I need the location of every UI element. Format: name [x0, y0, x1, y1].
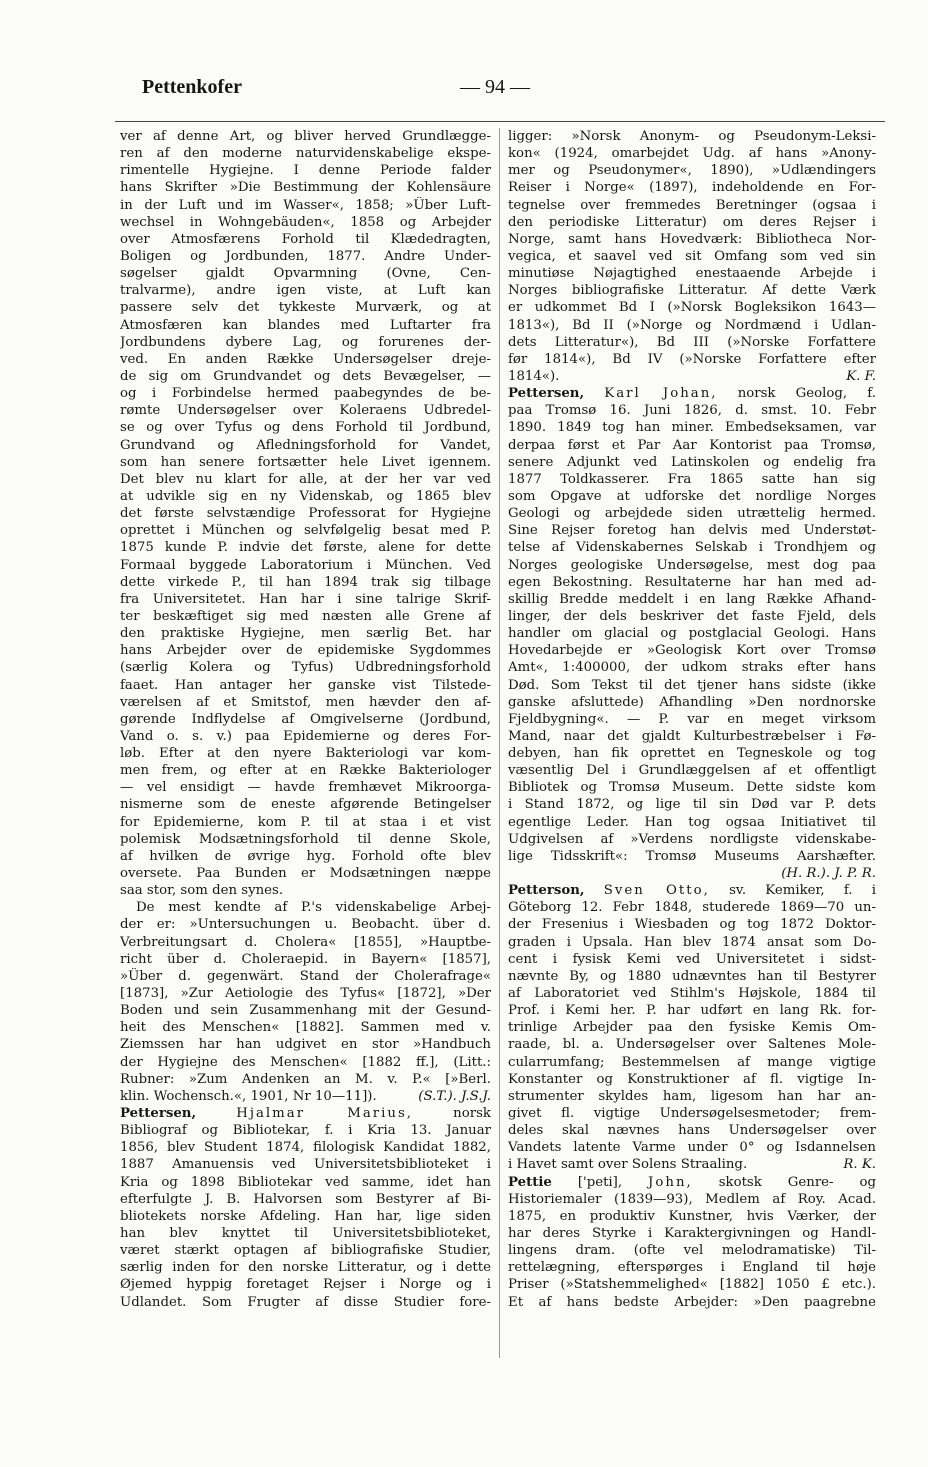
text-line: hans Skrifter »Die Bestimmung der Kohlensäure: [120, 180, 491, 196]
entry-headword: Petterson,: [508, 883, 585, 899]
text-line: Ziemssen har han udgivet en stor »Handbuch: [120, 1037, 491, 1053]
text-line: rimentelle Hygiejne. I denne Periode falder: [120, 163, 491, 179]
text-line: Prof. i Kemi her. P. har udført en lang Rk. for-: [508, 1003, 876, 1019]
text-line: Konstanter og Konstruktioner af fl. vigtige In-: [508, 1071, 876, 1087]
text-line: Rubner: »Zum Andenken an M. v. P.« [»Berl.: [120, 1071, 491, 1087]
left-column: [120, 128, 491, 1311]
text-line: Amt«, 1:400000, der udkom straks efter hans: [508, 660, 876, 676]
text-line: Udgivelsen af »Verdens nordligste videnskabe-: [508, 831, 876, 847]
text-line: Bibliotek og Tromsø Museum. Dette sidste kom: [508, 780, 876, 796]
text-line: egen Bekostning. Resultaterne har han med ad-: [508, 574, 876, 590]
text-line: 1814«). K. F.: [508, 368, 876, 384]
text-line: ver af denne Art, og bliver herved Grundlægge-: [120, 129, 491, 144]
text-line: Vandets latente Varme under 0° og Isdannelsen: [508, 1140, 876, 1156]
text-line: tralvarme), andre igen viste, at Luft kan: [120, 283, 491, 299]
text-line: for Epidemierne, kom P. til at staa i et vist: [120, 814, 491, 830]
text-line: Norges bibliografiske Litteratur. Af dette Værk: [508, 283, 876, 299]
text-line: »Über d. gegenwärt. Stand der Cholerafrage«: [120, 968, 491, 984]
text-line: bliotekets norske Afdeling. Han har, lige siden: [120, 1208, 491, 1224]
text-line: Priser (»Statshemmelighed« [1882] 1050 £ etc.).: [508, 1277, 876, 1293]
text-line: Død. Som Tekst til det tjener hans sidste (ikke: [508, 677, 876, 693]
text-line: søgelser gjaldt Opvarmning (Ovne, Cen-: [120, 266, 491, 282]
text-line: paa Tromsø 16. Juni 1826, d. smst. 10. Febr: [508, 403, 876, 419]
text-line: som han senere fortsætter hele Livet igennem.: [120, 454, 491, 470]
text-line: hans Arbejder over de epidemiske Sygdommes: [120, 643, 491, 659]
text-line: lingens dram. (ofte vel melodramatiske) Til-: [508, 1243, 876, 1259]
text-line: vegica, et saavel ved sit Omfang som ved sin: [508, 248, 876, 264]
entry-heading-line: Pettersen, Hjalmar Marius, norsk: [120, 1106, 491, 1122]
text-line: 1890. 1849 tog han miner. Embedseksamen, var: [508, 420, 876, 436]
text-line: ved. En anden Række Undersøgelser dreje-: [120, 351, 491, 367]
text-line: Boligen og Jordbunden, 1877. Andre Under-: [120, 248, 491, 264]
text-line: 1856, blev Student 1874, filologisk Kandidat 1882,: [120, 1140, 491, 1156]
text-line: fra Universitetet. Han har i sine talrige Skrif-: [120, 591, 491, 607]
text-line: af Laboratoriet ved Stihlm's Højskole, 1884 til: [508, 986, 876, 1002]
text-line: lige Tidsskrift«: Tromsø Museums Aarshæfter.: [508, 848, 876, 864]
text-line: der Fresenius i Wiesbaden og tog 1872 Doktor-: [508, 917, 876, 933]
text-line: det første selvstændige Professorat for Hygiejne: [120, 506, 491, 522]
text-line: (særlig Kolera og Tyfus) Udbredningsforhold: [120, 660, 491, 676]
author-signature: K. F.: [846, 368, 876, 384]
text-line: rømte Undersøgelser over Koleraens Udbredel-: [120, 403, 491, 419]
text-line: Grundvand og Afledningsforhold for Vandet,: [120, 437, 491, 453]
header-rule: [115, 121, 885, 122]
text-line: men frem, og efter at en Række Bakteriologer: [120, 763, 491, 779]
text-line: den periodiske Litteratur) om deres Rejser i: [508, 214, 876, 230]
text-line: af hvilken de øvrige hyg. Forhold ofte blev: [120, 848, 491, 864]
text-line: dets Litteratur«), Bd III (»Norske Forfattere: [508, 334, 876, 350]
text-line: linger, der dels beskriver det faste Fjeld, dels: [508, 608, 876, 624]
text-line: trinlige Arbejder paa den fysiske Kemis Om-: [508, 1020, 876, 1036]
text-line: raade, bl. a. Undersøgelser over Saltenes Mole-: [508, 1037, 876, 1053]
page-number: — 94 —: [460, 76, 530, 98]
text-line: og i Forbindelse hermed paabegyndes de be-: [120, 386, 491, 402]
text-line: Mand, naar det gjaldt Kulturbestræbelser i Fø-: [508, 728, 876, 744]
text-line: i Stand 1872, og lige til sin Død var P. dets: [508, 797, 876, 813]
text-line: Vand o. s. v.) paa Epidemierne og deres For-: [120, 728, 491, 744]
text-line: senere Adjunkt ved Latinskolen og endelig fra: [508, 454, 876, 470]
text-line: oprettet i München og selvfølgelig besat med P.: [120, 523, 491, 539]
text-line: er udkommet Bd I (»Norsk Bogleksikon 1643—: [508, 300, 876, 316]
text-line: strumenter skyldes ham, ligesom han har an-: [508, 1088, 876, 1104]
author-signature: R. K.: [843, 1157, 876, 1173]
text-line: faaet. Han antager her ganske vist Tilstede-: [120, 677, 491, 693]
text-line: Norges geologiske Undersøgelse, mest dog paa: [508, 557, 876, 573]
text-line: deles skal nævnes hans Undersøgelser over: [508, 1123, 876, 1139]
text-line: nismerne som de eneste afgørende Betingelser: [120, 797, 491, 813]
text-line: 1887 Amanuensis ved Universitetsbiblioteket i: [120, 1157, 491, 1173]
text-line: Bibliograf og Bibliotekar, f. i Kria 13. Januar: [120, 1123, 491, 1139]
text-line: Fjeldbygning«. — P. var en meget virksom: [508, 711, 876, 727]
text-line: mer og Pseudonymer«, 1890), »Udlændingers: [508, 163, 876, 179]
text-line: Udlandet. Som Frugter af disse Studier fore-: [120, 1294, 491, 1310]
text-line: de sig om Grundvandet og dets Bevægelser, —: [120, 368, 491, 384]
text-line: Øjemed hyppig foretaget Rejser i Norge og i: [120, 1277, 491, 1293]
text-line: Reiser i Norge« (1897), indeholdende en For-: [508, 180, 876, 196]
text-line: telse af Videnskabernes Selskab i Trondhjem og: [508, 540, 876, 556]
text-line: Det blev nu klart for alle, at der her var ved: [120, 471, 491, 487]
text-line: over Atmosfærens Forhold til Klædedragten,: [120, 231, 491, 247]
text-line: Kria og 1898 Bibliotekar ved samme, idet han: [120, 1174, 491, 1190]
text-line: richt über d. Choleraepid. in Bayern« [1857],: [120, 951, 491, 967]
text-line: har deres Styrke i Karaktergivningen og Handl-: [508, 1226, 876, 1241]
text-line: minutiøse Nøjagtighed enestaaende Arbejde i: [508, 266, 876, 282]
text-line: cularrumfang; Bestemmelsen af mange vigtige: [508, 1054, 876, 1070]
text-line: som Opgave at udforske det nordlige Norges: [508, 488, 876, 504]
text-line: nævnte By, og 1880 udnævntes han til Bestyrer: [508, 968, 876, 984]
entry-headword: Pettersen,: [120, 1106, 197, 1122]
text-line: Sine Rejser foretog han delvis med Understøt-: [508, 523, 876, 539]
text-line: heit des Menschen« [1882]. Sammen med v.: [120, 1020, 491, 1036]
entry-headword: Pettersen,: [508, 386, 585, 402]
text-line: 1875, en produktiv Kunstner, hvis Værker, der: [508, 1208, 876, 1224]
text-line: der er: »Untersuchungen u. Beobacht. über d.: [120, 917, 491, 933]
text-line: Göteborg 12. Febr 1848, studerede 1869—70 un-: [508, 900, 876, 916]
text-line: rettelægning, efterspørges i England til høje: [508, 1260, 876, 1276]
text-line: 1875 kunde P. indvie det første, alene for dette: [120, 540, 491, 556]
text-line: han blev knyttet til Universitetsbiblioteket,: [120, 1226, 491, 1241]
text-line: derpaa først et Par Aar Kontorist paa Tromsø,: [508, 437, 876, 453]
entry-person-name: Sven Otto,: [603, 883, 710, 899]
text-line: wechsel in Wohngebäuden«, 1858 og Arbejder: [120, 214, 491, 230]
text-line: Boden und sein Zusammenhang mit der Gesund-: [120, 1003, 491, 1019]
text-line: løb. Efter at den nyere Bakteriologi var kom-: [120, 746, 491, 762]
entry-person-name: Hjalmar Marius,: [236, 1106, 413, 1122]
text-line: værelsen af et Smitstof, men hævder den af-: [120, 694, 491, 710]
text-line: ganske afsluttede) Afhandling »Den nordnorske: [508, 694, 876, 710]
right-column: [508, 128, 876, 1311]
entry-headword: Pettie: [508, 1174, 552, 1190]
column-divider: [499, 128, 500, 1358]
text-line: [1873], »Zur Aetiologie des Tyfus« [1872], »Der: [120, 986, 491, 1002]
text-line: Geologi og arbejdede siden utrættelig hermed.: [508, 506, 876, 522]
text-line: tegnelse over fremmedes Beretninger (ogsaa i: [508, 197, 876, 213]
text-line: i Havet samt over Solens Straaling. R. K.: [508, 1157, 876, 1173]
text-line: polemisk Modsætningsforhold til denne Skole,: [120, 831, 491, 847]
text-line: se og over Tyfus og dens Forhold til Jordbund,: [120, 420, 491, 436]
entry-person-name: Karl Johan,: [604, 386, 718, 402]
text-line: in der Luft und im Wasser«, 1858; »Über Luft-: [120, 197, 491, 213]
text-line: væsentlig Del i Grundlæggelsen af et offentligt: [508, 763, 876, 779]
text-line: Et af hans bedste Arbejder: »Den paagrebne: [508, 1294, 876, 1310]
text-line: graden i Upsala. Han blev 1874 ansat som Do-: [508, 934, 876, 950]
pronunciation: ['peti],: [577, 1174, 623, 1190]
text-line: kon« (1924, omarbejdet Udg. af hans »Anony-: [508, 146, 876, 162]
text-line: Norge, samt hans Hovedværk: Bibliotheca Nor-: [508, 231, 876, 247]
text-line: passere selv det tykkeste Murværk, og at: [120, 300, 491, 316]
author-signature: (H. R.). J. P. R.: [781, 866, 876, 882]
text-line: oversete. Paa Bunden er Modsætningen næppe: [120, 866, 491, 882]
text-line: Historiemaler (1839—93), Medlem af Roy. Acad.: [508, 1191, 876, 1207]
text-line: der Hygiejne des Menschen« [1882 ff.], (Litt.:: [120, 1054, 491, 1070]
text-line: givet fl. vigtige Undersøgelsesmetoder; frem-: [508, 1106, 876, 1122]
entry-heading-line: Pettersen, Karl Johan, norsk Geolog, f.: [508, 386, 876, 402]
text-line: saa stor, som den synes.: [120, 883, 284, 899]
text-line: — vel ensidigt — havde fremhævet Mikroorga-: [120, 780, 491, 796]
text-line: Hovedarbejde er »Geologisk Kort over Tromsø: [508, 643, 876, 659]
entry-heading-line: Pettie ['peti], John, skotsk Genre- og: [508, 1174, 876, 1190]
text-line: 1813«), Bd II (»Norge og Nordmænd i Udlan-: [508, 317, 876, 333]
running-head: Pettenkofer: [142, 76, 242, 98]
text-line: Formaal byggede Laboratorium i München. Ved: [120, 557, 491, 573]
text-line: Atmosfæren kan blandes med Luftarter fra: [120, 317, 491, 333]
entry-person-name: John,: [648, 1174, 693, 1190]
text-line: efterfulgte J. B. Halvorsen som Bestyrer af Bi-: [120, 1191, 491, 1207]
text-line: før 1814«), Bd IV (»Norske Forfattere efter: [508, 351, 876, 367]
text-line: [508, 865, 876, 882]
text-line: særlig inden for den norske Litteratur, og i dette: [120, 1260, 491, 1276]
text-line: været stærkt optagen af bibliografiske Studier,: [120, 1243, 491, 1259]
text-line: at udvikle sig en ny Videnskab, og 1865 blev: [120, 488, 491, 504]
text-line: ter beskæftiget sig med næsten alle Grene af: [120, 608, 491, 624]
text-line: handler om glacial og postglacial Geologi. Hans: [508, 626, 876, 642]
entry-heading-line: Petterson, Sven Otto, sv. Kemiker, f. i: [508, 883, 876, 899]
text-line: ren af den moderne naturvidenskabelige ekspe-: [120, 146, 491, 162]
text-line: 1877 Toldkasserer. Fra 1865 satte han sig: [508, 471, 876, 487]
text-line: dette virkede P., til han 1894 trak sig tilbage: [120, 574, 491, 590]
text-line: egentlige Leder. Han tog ogsaa Initiativet til: [508, 814, 876, 830]
text-line: klin. Wochensch.«, 1901, Nr 10—11]). (S.T.). J.S.J.: [120, 1088, 491, 1104]
text-line: skillig Bredde meddelt i en lang Række Afhand-: [508, 591, 876, 607]
text-line: Verbreitungsart d. Cholera« [1855], »Hauptbe-: [120, 934, 491, 950]
text-line: cent i fysisk Kemi ved Universitetet i sidst-: [508, 951, 876, 967]
author-signature: (S.T.). J.S.J.: [418, 1088, 491, 1104]
text-line: debyen, han fik oprettet en Tegneskole og tog: [508, 746, 876, 762]
text-line: De mest kendte af P.'s videnskabelige Arbej-: [136, 900, 491, 916]
text-line: ligger: »Norsk Anonym- og Pseudonym-Leksi-: [508, 129, 876, 144]
text-line: den praktiske Hygiejne, men særlig Bet. har: [120, 626, 491, 642]
text-line: Jordbundens dybere Lag, og forurenes der-: [120, 334, 491, 350]
text-line: gørende Indflydelse af Omgivelserne (Jordbund,: [120, 711, 491, 727]
page-header: [142, 76, 778, 110]
